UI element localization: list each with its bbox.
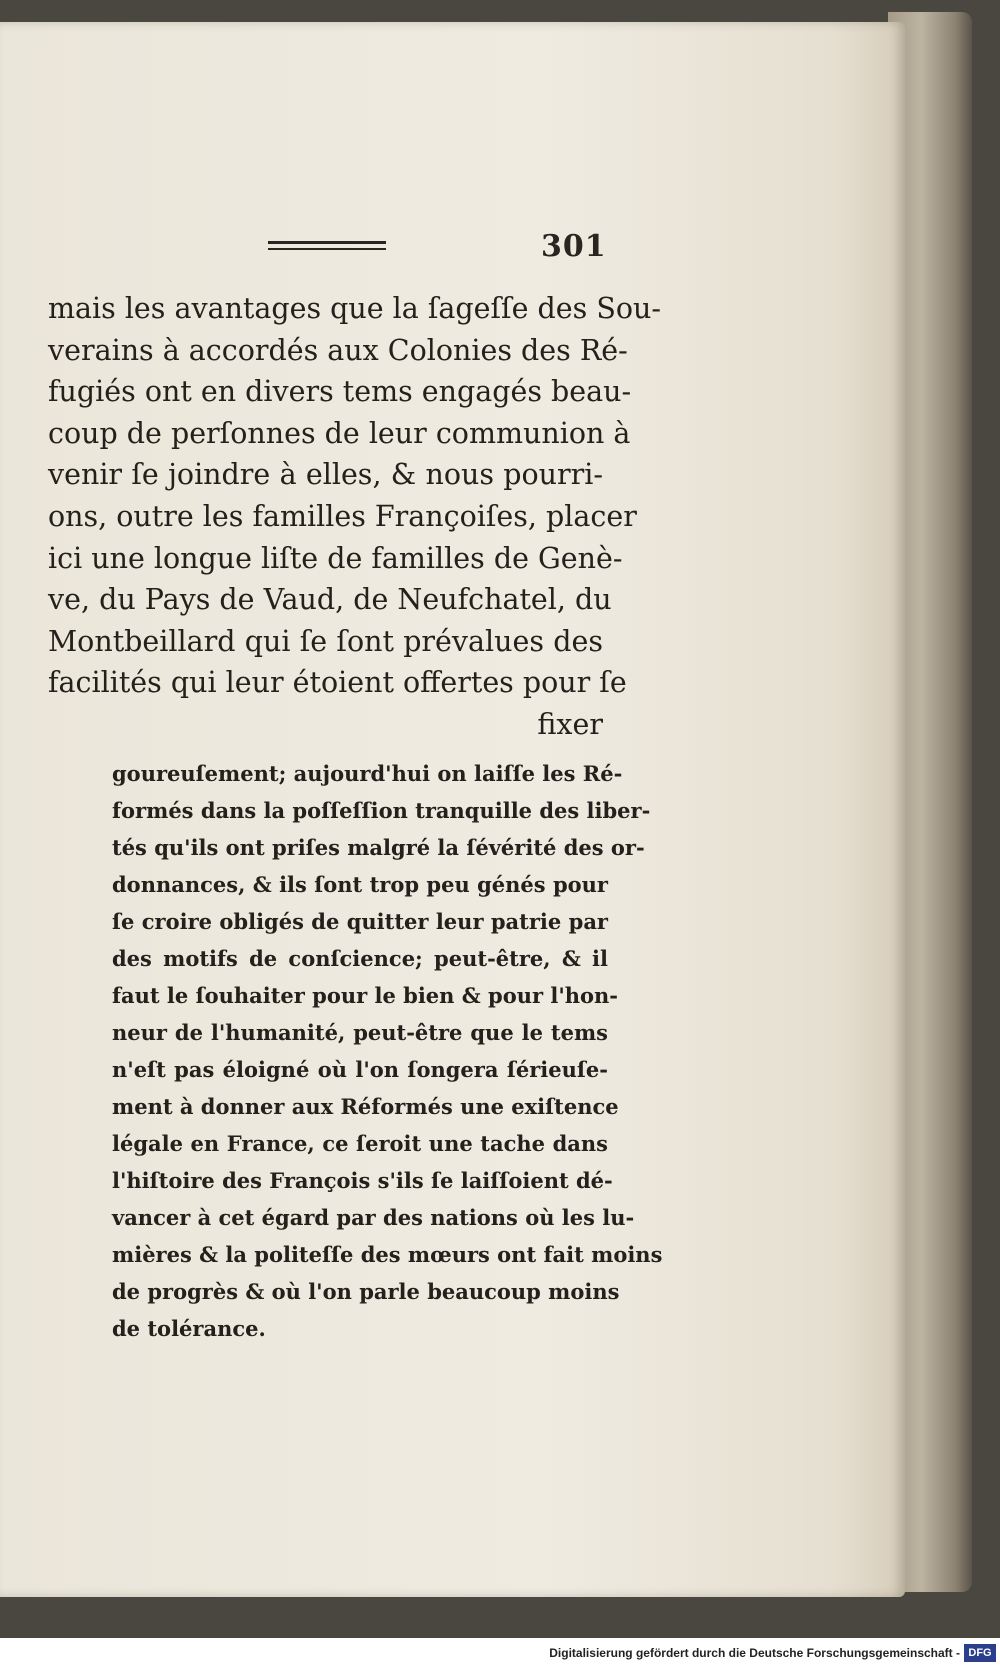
dfg-logo: DFG — [964, 1644, 996, 1662]
footnote-line: l'hiſtoire des François s'ils ſe laiſſoient dé- — [112, 1168, 613, 1193]
footnote-text-block — [112, 755, 663, 1347]
footnote-line: n'eſt pas éloigné où l'on ſongera ſérieuſe- — [112, 1057, 608, 1082]
footnote-line: légale en France, ce ſeroit une tache dans — [112, 1131, 608, 1156]
footnote-line: formés dans la poſſeſſion tranquille des liber- — [112, 798, 651, 823]
main-text-line: venir ſe joindre à elles, & nous pourri- — [48, 458, 603, 492]
footnote-line: ment à donner aux Réformés une exiſtence — [112, 1094, 619, 1119]
main-text-line: Montbeillard qui ſe ſont prévalues des — [48, 624, 603, 658]
footnote-line: faut le ſouhaiter pour le bien & pour l'hon- — [112, 983, 619, 1008]
footnote-line: de progrès & où l'on parle beaucoup moins — [112, 1279, 620, 1304]
footnote-line: ſe croire obligés de quitter leur patrie par — [112, 909, 608, 934]
page-number: 301 — [541, 229, 607, 264]
main-text-line: ici une longue liſte de familles de Genè- — [48, 541, 623, 575]
footnote-line: mières & la politeſſe des mœurs ont fait moins — [112, 1242, 663, 1267]
main-text-line: ve, du Pays de Vaud, de Neufchatel, du — [48, 583, 612, 617]
footnote-line: neur de l'humanité, peut-être que le tems — [112, 1020, 608, 1045]
book-page — [0, 22, 905, 1597]
footnote-line: tés qu'ils ont priſes malgré la ſévérité des or- — [112, 835, 645, 860]
main-text-line: coup de perſonnes de leur communion à — [48, 416, 631, 450]
catchword: fixer — [537, 707, 603, 741]
footer-strip — [0, 1638, 1000, 1672]
main-text-block — [48, 288, 661, 746]
footnote-line: goureuſement; aujourd'hui on laiſſe les Ré- — [112, 761, 623, 786]
main-text-line: ons, outre les familles Françoiſes, placer — [48, 499, 637, 533]
footnote-line: donnances, & ils ſont trop peu génés pour — [112, 872, 608, 897]
digitization-credit: Digitalisierung gefördert durch die Deutsche Forschungsgemeinschaft - — [549, 1646, 960, 1660]
main-text-line: fugiés ont en divers tems engagés beau- — [48, 375, 632, 409]
footnote-line: de tolérance. — [112, 1316, 266, 1341]
main-text-line: facilités qui leur étoient offertes pour ſe — [48, 666, 627, 700]
footnote-line: des motifs de conſcience; peut-être, & il — [112, 946, 608, 971]
main-text-line: mais les avantages que la ſageſſe des Sou- — [48, 292, 661, 325]
main-text-line: verains à accordés aux Colonies des Ré- — [48, 333, 628, 367]
footnote-line: vancer à cet égard par des nations où les lu- — [112, 1205, 635, 1230]
header-rule — [268, 241, 386, 250]
